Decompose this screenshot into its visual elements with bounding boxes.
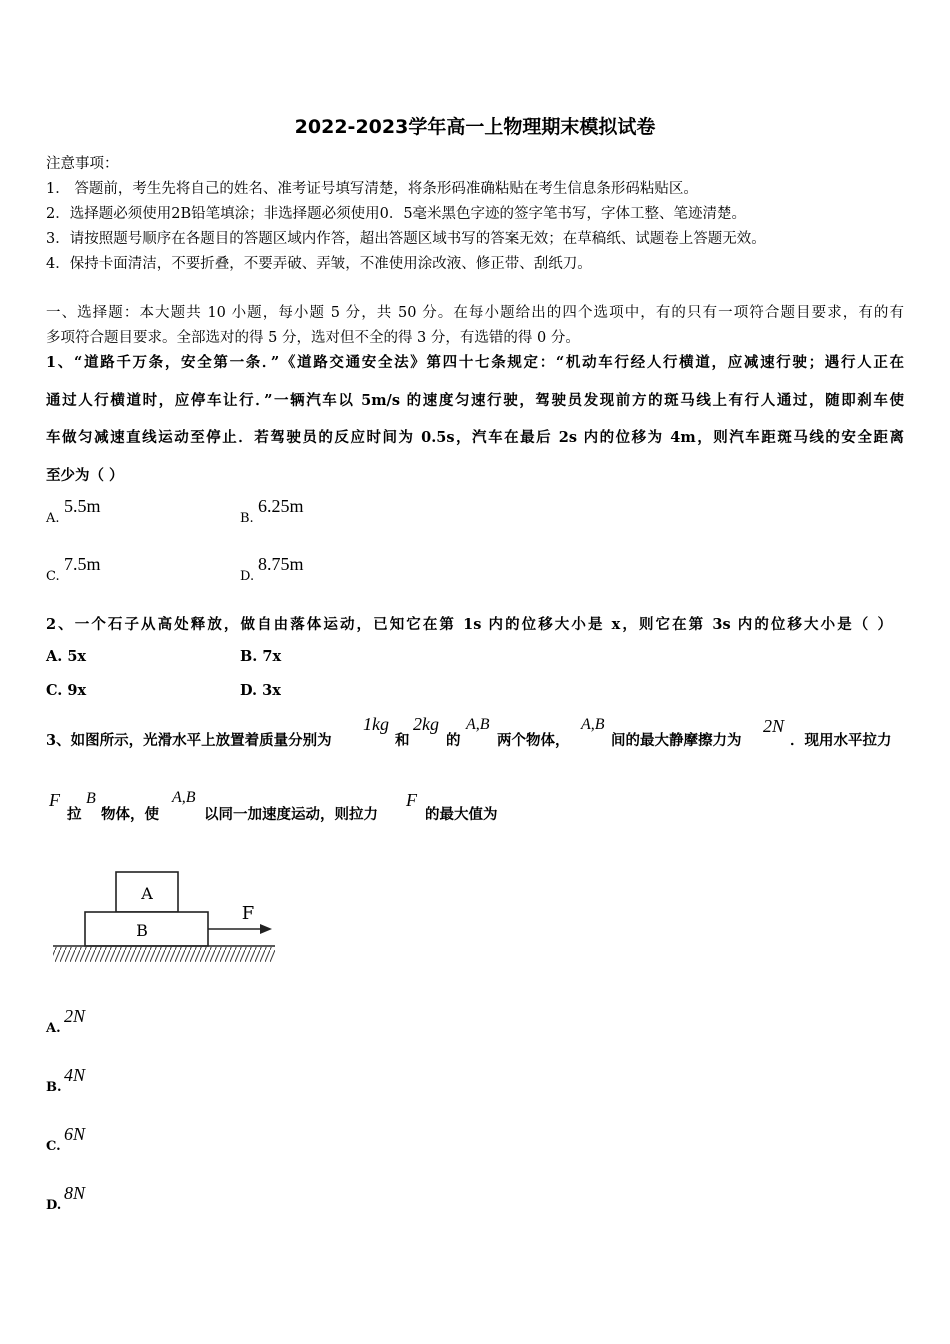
q3-fmax: 2N <box>763 716 785 736</box>
q2-option-b[interactable]: B. 7x <box>240 648 282 665</box>
option-letter: C. <box>46 1139 61 1154</box>
q3-b-symbol: B <box>86 790 96 807</box>
option-value: 2N <box>64 1006 86 1026</box>
section-header-line-2: 多项符合题目要求。全部选对的得 5 分，选对但不全的得 3 分，有选错的得 0 分。 <box>46 330 580 346</box>
q3-f-symbol-1: F <box>49 790 60 810</box>
q3-f-symbol-2: F <box>406 790 417 810</box>
q3-la: 拉 <box>67 806 82 823</box>
q3-mass-1: 1kg <box>363 714 389 734</box>
q2-option-d[interactable]: D. 3x <box>240 682 281 699</box>
q3-ab-3: A,B <box>172 789 196 806</box>
q2-text: 2、一个石子从高处释放，做自由落体运动，已知它在第 1s 内的位移大小是 x，则它在第 3s 内的位移大小是（ ） <box>46 616 892 633</box>
q3-blocks-figure <box>50 866 280 968</box>
q1-line-3: 车做匀减速直线运动至停止．若驾驶员的反应时间为 0.5s，汽车在最后 2s 内的位移为 4m，则汽车距斑马线的安全距离 <box>46 429 904 446</box>
q3-text-7: 的最大值为 <box>425 806 498 823</box>
q1-line-2: 通过人行横道时，应停车让行．”一辆汽车以 5m/s 的速度匀速行驶，驾驶员发现前方的斑马线上有行人通过，随即刹车使 <box>46 392 904 409</box>
q3-text-2: 两个物体， <box>497 732 570 749</box>
q1-line-4: 至少为（ ） <box>46 467 124 484</box>
q3-text-3: 间的最大静摩擦力为 <box>611 732 742 749</box>
option-value: 5.5m <box>64 496 101 516</box>
notice-item-3: 3．请按照题号顺序在各题目的答题区域内作答，超出答题区域书写的答案无效；在草稿纸、试题卷上答题无效。 <box>46 231 766 247</box>
q3-ab-2: A,B <box>581 716 605 733</box>
option-value: 4N <box>64 1065 86 1085</box>
notice-heading: 注意事项： <box>46 156 119 172</box>
q2-option-c[interactable]: C. 9x <box>46 682 87 699</box>
q3-de: 的 <box>446 732 461 749</box>
force-label: F <box>241 903 255 924</box>
option-letter: B. <box>46 1080 62 1095</box>
notice-item-2: 2．选择题必须使用2B铅笔填涂；非选择题必须使用0．5毫米黑色字迹的签字笔书写，字体工整、笔迹清楚。 <box>46 206 747 222</box>
section-header-line-1: 一、选择题：本大题共 10 小题，每小题 5 分，共 50 分。在每小题给出的四个选项中，有的只有一项符合题目要求，有的有 <box>46 305 904 321</box>
option-letter: A. <box>46 1021 61 1036</box>
notice-item-1: 1． 答题前，考生先将自己的姓名、准考证号填写清楚，将条形码准确粘贴在考生信息条形码粘贴区。 <box>46 181 698 197</box>
option-value: 7.5m <box>64 554 101 574</box>
block-b-label: B <box>136 921 148 940</box>
option-letter: C. <box>46 569 60 584</box>
q2-option-a[interactable]: A. 5x <box>46 648 87 665</box>
q3-text-1: 3、如图所示，光滑水平上放置着质量分别为 <box>46 732 332 749</box>
q3-text-4: ．现用水平拉力 <box>790 732 892 749</box>
q3-mass-2: 2kg <box>413 714 439 734</box>
page-title: 2022-2023学年高一上物理期末模拟试卷 <box>294 116 656 138</box>
q1-line-1: 1、“道路千万条，安全第一条．”《道路交通安全法》第四十七条规定：“机动车行经人行横道，应减速行驶；遇行人正在 <box>46 354 904 371</box>
option-letter: D. <box>240 569 255 584</box>
q3-text-5: 物体，使 <box>101 806 159 823</box>
force-arrow-head <box>260 924 272 934</box>
option-value: 6.25m <box>258 496 304 516</box>
option-letter: B. <box>240 511 254 526</box>
ground-hatch <box>53 947 275 962</box>
option-letter: A. <box>46 511 60 526</box>
block-a-label: A <box>141 884 153 903</box>
option-letter: D. <box>46 1198 62 1213</box>
option-value: 8N <box>64 1183 86 1203</box>
q3-text-6: 以同一加速度运动，则拉力 <box>204 806 378 823</box>
option-value: 8.75m <box>258 554 304 574</box>
option-value: 6N <box>64 1124 86 1144</box>
q3-ab-1: A,B <box>466 716 490 733</box>
q3-and: 和 <box>395 732 410 749</box>
notice-item-4: 4．保持卡面清洁，不要折叠，不要弄破、弄皱，不准使用涂改液、修正带、刮纸刀。 <box>46 256 592 272</box>
